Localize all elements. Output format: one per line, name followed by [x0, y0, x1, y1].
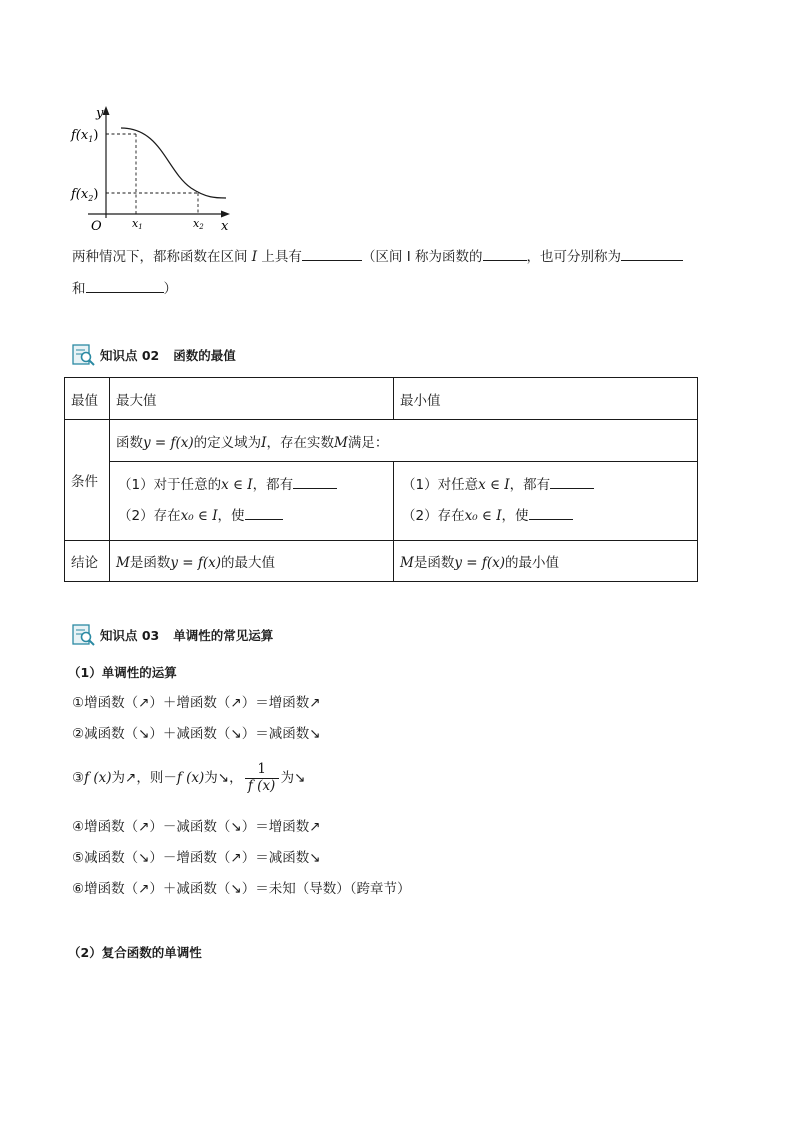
- concl-min-tail: 的最小值: [505, 555, 559, 571]
- reciprocal-fraction: [245, 762, 279, 794]
- premise-domain: I: [261, 434, 267, 451]
- fx1-label: $f(x_1)$: [71, 128, 99, 144]
- max-cond1-tail: ，都有: [252, 477, 294, 493]
- intro-text-a: 两种情况下，都称函数在区间: [72, 249, 252, 265]
- knowledge-point-icon: [72, 344, 96, 366]
- min-condition-1: [400, 470, 691, 501]
- max-min-table: [64, 377, 698, 582]
- knowledge-point-icon: [72, 624, 96, 646]
- intro-text-c: （区间 I 称为函数的: [361, 249, 483, 265]
- operation-1: ①增函数（↗）＋增函数（↗）＝增函数↗: [72, 695, 321, 711]
- x2-tick-label: x2: [193, 217, 204, 231]
- operation-6: ⑥增函数（↗）＋减函数（↘）＝未知（导数）（跨章节）: [72, 881, 411, 897]
- concl-min-text: 是函数: [413, 555, 455, 571]
- intro-line-1: [72, 248, 683, 267]
- premise-M: M: [334, 434, 348, 451]
- conclusion-max: [110, 541, 394, 582]
- condition-row: [65, 420, 698, 462]
- blank-min-cond1[interactable]: [550, 487, 594, 489]
- decreasing-curve: [121, 128, 226, 198]
- op3-number: ③: [72, 769, 85, 786]
- op3-text-b: 为↘，: [204, 769, 243, 786]
- max-conditions-cell: [110, 462, 394, 541]
- op3-text-c: 为↘: [280, 769, 306, 786]
- fx2-label: $f(x_2)$: [71, 187, 99, 203]
- premise-text-d: 满足：: [347, 434, 389, 451]
- max-cond1-text: （1）对于任意的: [118, 477, 222, 493]
- op3-text-a: 为↗，则－: [111, 769, 177, 786]
- blank-increasing-interval[interactable]: [621, 259, 683, 261]
- op3-neg-fx: f (x): [176, 769, 205, 786]
- conclusion-min: [394, 541, 698, 582]
- min-cond2-tail: ，使: [501, 508, 529, 524]
- concl-max-text: 是函数: [129, 555, 171, 571]
- condition-label: 条件: [65, 420, 110, 541]
- concl-min-M: M: [400, 555, 414, 571]
- min-cond1-math: x ∈ I: [478, 477, 510, 493]
- operation-4: ④增函数（↗）－减函数（↘）＝增函数↗: [72, 819, 321, 835]
- section-03-number: 知识点 03: [100, 628, 160, 643]
- header-cell-extremum: 最值: [65, 378, 110, 420]
- blank-max-cond2[interactable]: [245, 518, 283, 520]
- x-axis-arrow: [221, 211, 230, 218]
- intro-text-b: 上具有: [257, 249, 302, 265]
- min-cond1-tail: ，都有: [509, 477, 551, 493]
- min-cond1-text: （1）对任意: [402, 477, 479, 493]
- intro-text-d: ，也可分别称为: [526, 249, 622, 265]
- concl-min-function: y = f(x): [454, 555, 505, 571]
- premise-text-c: ，存在实数: [266, 434, 335, 451]
- intro-text-and: 和: [72, 281, 86, 297]
- intro-line-2: [72, 280, 177, 299]
- y-axis-arrow: [103, 106, 110, 115]
- fraction-denominator: f (x): [247, 777, 276, 794]
- blank-min-cond2[interactable]: [529, 518, 573, 520]
- section-02-header: [72, 344, 236, 366]
- monotonic-decreasing-graph: [66, 100, 242, 236]
- blank-monotonicity[interactable]: [302, 259, 362, 261]
- blank-max-cond1[interactable]: [293, 487, 337, 489]
- concl-max-M: M: [116, 555, 130, 571]
- operation-3: [72, 762, 305, 794]
- max-condition-2: [116, 501, 387, 532]
- premise-text-b: 的定义域为: [193, 434, 262, 451]
- concl-max-function: y = f(x): [170, 555, 221, 571]
- table-header-row: [65, 378, 698, 420]
- subheading-composite: （2）复合函数的单调性: [68, 945, 202, 960]
- fraction-numerator: 1: [257, 761, 266, 777]
- intro-text-close: ）: [163, 281, 177, 297]
- op3-fx: f (x): [84, 769, 112, 786]
- y-axis-label: y: [96, 106, 104, 121]
- x1-tick-label: x1: [132, 217, 143, 231]
- blank-interval-name[interactable]: [483, 259, 527, 261]
- interval-symbol: I: [251, 249, 258, 265]
- subheading-operations: （1）单调性的运算: [68, 665, 177, 680]
- max-cond1-math: x ∈ I: [221, 477, 253, 493]
- concl-max-tail: 的最大值: [221, 555, 275, 571]
- section-03-title: 单调性的常见运算: [173, 628, 274, 643]
- min-conditions-cell: [394, 462, 698, 541]
- operation-2: ②减函数（↘）＋减函数（↘）＝减函数↘: [72, 726, 321, 742]
- max-cond2-tail: ，使: [217, 508, 245, 524]
- premise-function: y = f(x): [143, 434, 194, 451]
- conclusion-row: [65, 541, 698, 582]
- section-03-header: [72, 624, 273, 646]
- max-cond2-text: （2）存在: [118, 508, 181, 524]
- min-condition-2: [400, 501, 691, 532]
- max-condition-1: [116, 470, 387, 501]
- operation-5: ⑤减函数（↘）－增函数（↗）＝减函数↘: [72, 850, 321, 866]
- section-02-title: 函数的最值: [173, 348, 236, 363]
- header-cell-min: 最小值: [394, 378, 698, 420]
- origin-label: O: [91, 219, 102, 234]
- max-cond2-math: x₀ ∈ I: [180, 508, 218, 524]
- blank-decreasing-interval[interactable]: [86, 291, 164, 293]
- header-cell-max: 最大值: [110, 378, 394, 420]
- condition-detail-row: [65, 462, 698, 541]
- min-cond2-text: （2）存在: [402, 508, 465, 524]
- section-02-number: 知识点 02: [100, 348, 160, 363]
- premise-text-a: 函数: [116, 434, 143, 451]
- min-cond2-math: x₀ ∈ I: [464, 508, 502, 524]
- x-axis-label: x: [221, 219, 229, 234]
- condition-premise: [110, 420, 698, 462]
- conclusion-label: 结论: [65, 541, 110, 582]
